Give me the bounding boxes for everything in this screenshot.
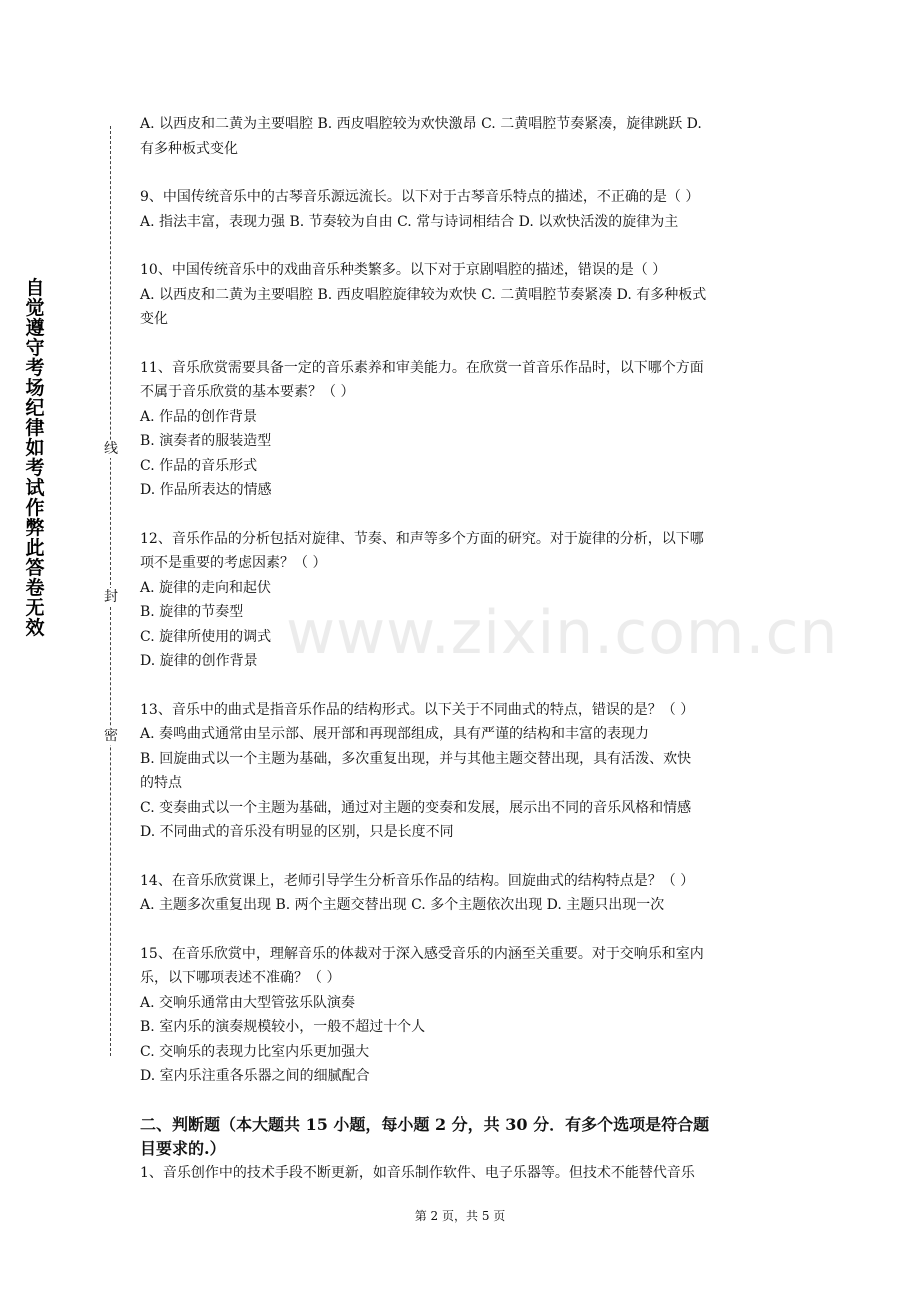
section-title-line: 目要求的.） bbox=[140, 1138, 226, 1158]
question-line: A. 主题多次重复出现 B. 两个主题交替出现 C. 多个主题依次出现 D. 主题只出现一次 bbox=[140, 897, 665, 913]
exam-content bbox=[140, 112, 785, 1185]
binding-mark-line: 线 bbox=[104, 441, 118, 457]
judgement-question-1: 1、音乐创作中的技术手段不断更新，如音乐制作软件、电子乐器等。但技术不能替代音乐 bbox=[140, 1164, 695, 1181]
binding-mark-secret: 密 bbox=[104, 728, 118, 744]
question-block bbox=[140, 698, 785, 845]
warning-char: 考 bbox=[25, 457, 45, 479]
question-line: 项不是重要的考虑因素？（ ） bbox=[140, 555, 327, 571]
warning-char: 纪 bbox=[25, 397, 45, 419]
page-footer: 第 2 页，共 5 页 bbox=[414, 1209, 506, 1223]
warning-char: 无 bbox=[25, 597, 45, 619]
question-line: 14、在音乐欣赏课上，老师引导学生分析音乐作品的结构。回旋曲式的结构特点是？（ ） bbox=[140, 872, 695, 889]
question-line: 变化 bbox=[140, 311, 168, 327]
section-judgement bbox=[140, 1113, 785, 1186]
question-line: 10、中国传统音乐中的戏曲音乐种类繁多。以下对于京剧唱腔的描述，错误的是（ ） bbox=[140, 262, 667, 278]
warning-char: 场 bbox=[25, 377, 45, 399]
warning-char: 弊 bbox=[25, 517, 45, 539]
question-line: 9、中国传统音乐中的古琴音乐源远流长。以下对于古琴音乐特点的描述，不正确的是（ ） bbox=[140, 189, 700, 205]
question-line: 12、音乐作品的分析包括对旋律、节奏、和声等多个方面的研究。对于旋律的分析，以下哪 bbox=[140, 530, 704, 547]
question-line: A. 指法丰富，表现力强 B. 节奏较为自由 C. 常与诗词相结合 D. 以欢快活泼的旋律为主 bbox=[140, 213, 679, 230]
section-title-line: 二、判断题（本大题共 15 小题，每小题 2 分，共 30 分．有多个选项是符合题 bbox=[140, 1114, 710, 1134]
question-line: D. 不同曲式的音乐没有明显的区别，只是长度不同 bbox=[140, 824, 454, 840]
exam-rule-warning bbox=[22, 278, 48, 638]
question-line: A. 以西皮和二黄为主要唱腔 B. 西皮唱腔旋律较为欢快 C. 二黄唱腔节奏紧凑 D. 有多种板式 bbox=[140, 286, 707, 303]
question-list bbox=[140, 112, 785, 1089]
question-line: D. 旋律的创作背景 bbox=[140, 653, 258, 669]
question-line: D. 作品所表达的情感 bbox=[140, 482, 272, 498]
question-line: 15、在音乐欣赏中，理解音乐的体裁对于深入感受音乐的内涵至关重要。对于交响乐和室内 bbox=[140, 945, 704, 962]
warning-char: 卷 bbox=[25, 577, 45, 599]
warning-char: 考 bbox=[25, 357, 45, 379]
warning-char: 此 bbox=[25, 537, 45, 559]
warning-char: 试 bbox=[25, 477, 45, 499]
warning-char: 守 bbox=[25, 337, 45, 359]
binding-mark-seal: 封 bbox=[104, 589, 118, 605]
question-block bbox=[140, 942, 785, 1089]
question-line: A. 作品的创作背景 bbox=[140, 408, 258, 425]
warning-char: 答 bbox=[25, 557, 45, 579]
question-line: C. 交响乐的表现力比室内乐更加强大 bbox=[140, 1043, 370, 1060]
question-line: A. 奏鸣曲式通常由呈示部、展开部和再现部组成，具有严谨的结构和丰富的表现力 bbox=[140, 726, 650, 742]
question-line: 有多种板式变化 bbox=[140, 140, 238, 157]
question-block bbox=[140, 258, 785, 332]
question-line: C. 旋律所使用的调式 bbox=[140, 628, 272, 645]
question-block bbox=[140, 869, 785, 918]
question-line: 乐，以下哪项表述不准确？（ ） bbox=[140, 970, 341, 986]
warning-char: 觉 bbox=[25, 297, 45, 319]
warning-char: 效 bbox=[25, 617, 45, 639]
question-line: 11、音乐欣赏需要具备一定的音乐素养和审美能力。在欣赏一首音乐作品时，以下哪个方面 bbox=[140, 359, 704, 376]
question-line: B. 室内乐的演奏规模较小，一般不超过十个人 bbox=[140, 1019, 426, 1035]
question-line: 的特点 bbox=[140, 775, 182, 791]
question-line: B. 回旋曲式以一个主题为基础，多次重复出现，并与其他主题交替出现，具有活泼、欢快 bbox=[140, 750, 692, 767]
question-line: A. 旋律的走向和起伏 bbox=[140, 579, 272, 596]
question-line: B. 演奏者的服装造型 bbox=[140, 433, 272, 449]
question-block bbox=[140, 112, 785, 161]
site-watermark: www.zixin.com.cn bbox=[286, 598, 839, 668]
question-line: A. 交响乐通常由大型管弦乐队演奏 bbox=[140, 994, 356, 1011]
question-line: A. 以西皮和二黄为主要唱腔 B. 西皮唱腔较为欢快激昂 C. 二黄唱腔节奏紧凑，旋律跳跃 D. bbox=[140, 116, 702, 132]
warning-char: 如 bbox=[25, 437, 45, 459]
question-line: D. 室内乐注重各乐器之间的细腻配合 bbox=[140, 1068, 370, 1084]
warning-char: 遵 bbox=[25, 317, 45, 339]
warning-char: 自 bbox=[25, 277, 45, 299]
question-line: 13、音乐中的曲式是指音乐作品的结构形式。以下关于不同曲式的特点，错误的是？（ ） bbox=[140, 701, 695, 718]
question-line: 不属于音乐欣赏的基本要素？（ ） bbox=[140, 384, 355, 400]
warning-char: 作 bbox=[25, 497, 45, 519]
question-line: C. 作品的音乐形式 bbox=[140, 457, 258, 474]
question-line: C. 变奏曲式以一个主题为基础，通过对主题的变奏和发展，展示出不同的音乐风格和情感 bbox=[140, 799, 692, 816]
question-block bbox=[140, 356, 785, 503]
question-block bbox=[140, 527, 785, 674]
question-block bbox=[140, 185, 785, 234]
question-line: B. 旋律的节奏型 bbox=[140, 604, 244, 620]
warning-char: 律 bbox=[25, 417, 45, 439]
